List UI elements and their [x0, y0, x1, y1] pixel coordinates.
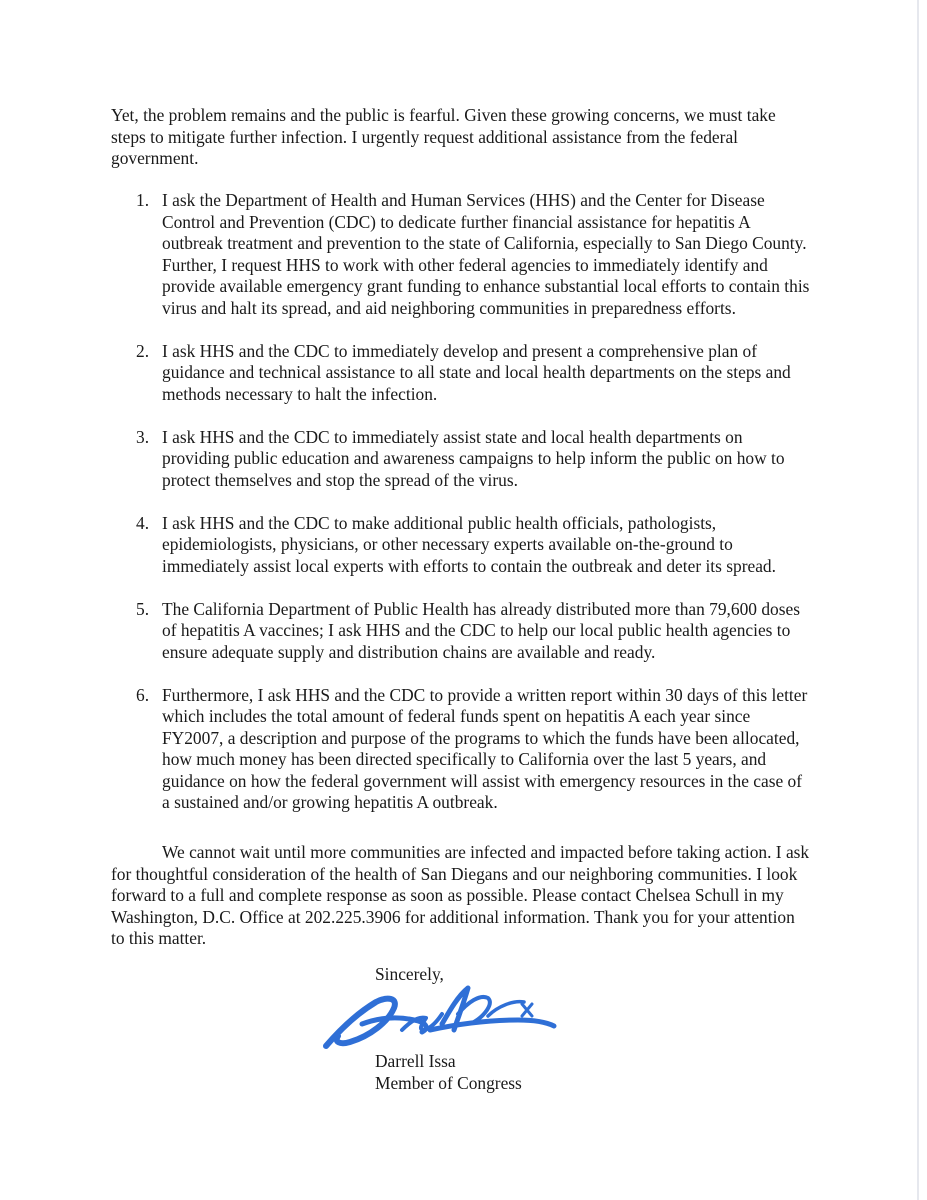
- handwritten-signature: [318, 980, 562, 1052]
- list-item-number: 1.: [136, 190, 150, 210]
- list-item: [111, 513, 811, 578]
- list-item: [111, 599, 811, 664]
- signer-title: Member of Congress: [375, 1072, 522, 1093]
- intro-paragraph: Yet, the problem remains and the public is fearful. Given these growing concerns, we must take steps to mitigate further infection. I urgently request additional assistance from the federal government.: [111, 105, 776, 168]
- list-item-text: I ask HHS and the CDC to immediately assist state and local health departments on providing public education and awareness campaigns to help inform the public on how to protect themselves and stop the spread of the virus.: [162, 426, 785, 490]
- list-item-text: I ask the Department of Health and Human Services (HHS) and the Center for Disease Control and Prevention (CDC) to dedicate further financial assistance for hepatitis A outbreak treatment and prevention to the state of California, especially to San Diego County. Further, I request HHS to work with other federal agencies to immediately identify and provide available emergency grant funding to enhance substantial local efforts to contain this virus and halt its spread, and aid neighboring communities in preparedness efforts.: [162, 190, 810, 318]
- list-item-number: 6.: [136, 684, 150, 705]
- signer-name: Darrell Issa: [375, 1051, 456, 1071]
- list-item-text: The California Department of Public Health has already distributed more than 79,600 doses of hepatitis A vaccines; I ask HHS and the CDC to help our local public health agencies to ensure adequate supply and distribution chains are available and ready.: [162, 598, 800, 662]
- list-item-text: Furthermore, I ask HHS and the CDC to provide a written report within 30 days of this letter which includes the total amount of federal funds spent on hepatitis A each year since FY2007, a description and purpose of the programs to which the funds have been allocated, how much money has been directed specifically to California over the last 5 years, and guidance on how the federal government will assist with emergency resources in the case of a sustained and/or growing hepatitis A outbreak.: [162, 684, 808, 812]
- list-item: [111, 427, 811, 492]
- list-item-text: I ask HHS and the CDC to make additional public health officials, pathologists, epidemiologists, physicians, or other necessary experts available on-the-ground to immediately assist local experts with efforts to contain the outbreak and deter its spread.: [162, 512, 776, 576]
- signer-block: [375, 1051, 522, 1094]
- list-item-number: 5.: [136, 598, 150, 619]
- list-item: [111, 341, 811, 406]
- list-item-text: I ask HHS and the CDC to immediately develop and present a comprehensive plan of guidance and technical assistance to all state and local health departments on the steps and methods necessary to halt the infection.: [162, 340, 791, 404]
- request-list: [111, 190, 811, 835]
- closing-paragraph: We cannot wait until more communities are infected and impacted before taking action. I ask for thoughtful consideration of the health of San Diegans and our neighboring communities. I look forward to a full and complete response as soon as possible. Please contact Chelsea Schull in my Washington, D.C. Office at 202.225.3906 for additional information. Thank you for your attention to this matter.: [111, 842, 810, 948]
- list-item-number: 3.: [136, 426, 150, 447]
- list-item-number: 4.: [136, 512, 150, 533]
- scan-edge-line: [917, 0, 919, 1200]
- list-item: [111, 685, 811, 814]
- list-item: [111, 190, 811, 319]
- signoff: Sincerely,: [375, 964, 444, 984]
- list-item-number: 2.: [136, 340, 150, 361]
